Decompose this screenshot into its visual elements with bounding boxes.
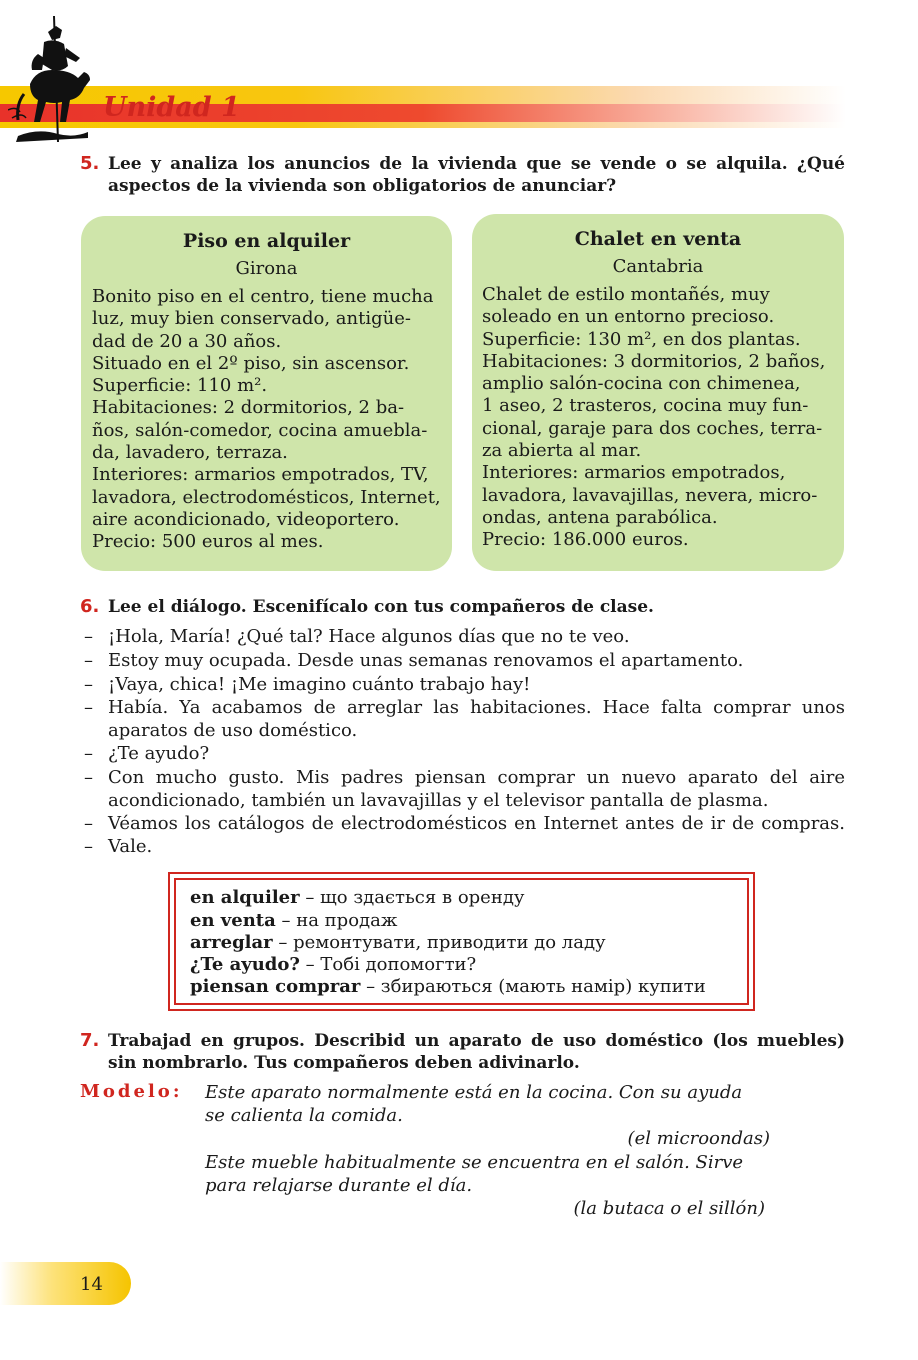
dialogue-line: Vale. <box>108 836 153 857</box>
exercise-7-number: 7. <box>80 1030 100 1051</box>
modelo-example-2-answer: (la butaca o el sillón) <box>573 1198 765 1219</box>
vocabulary-entry <box>190 887 525 909</box>
dialogue-line: Estoy muy ocupada. Desde unas semanas renovamos el apartamento. <box>108 650 744 671</box>
exercise-6-instruction: Lee el diálogo. Escenifícalo con tus compañeros de clase. <box>108 597 654 617</box>
exercise-5-number: 5. <box>80 153 100 174</box>
dialogue-line-continuation: acondicionado, también un lavavajillas y el televisor pantalla de plasma. <box>108 790 769 811</box>
ad-chalet-line: 1 aseo, 2 trasteros, cocina muy fun- <box>482 395 809 417</box>
modelo-example-2-line-1: Este mueble habitualmente se encuentra en el salón. Sirve <box>205 1152 744 1173</box>
modelo-example-2-line-2: para relajarse durante el día. <box>205 1175 473 1196</box>
exercise-7-line-1: Trabajad en grupos. Describid un aparato de uso doméstico (los muebles) <box>108 1031 845 1051</box>
ad-chalet-city: Cantabria <box>612 256 704 277</box>
ad-piso-line: dad de 20 a 30 años. <box>92 330 282 352</box>
ad-chalet-body <box>482 284 833 552</box>
ad-chalet-line: za abierta al mar. <box>482 440 642 462</box>
dialogue-dash: – <box>84 626 93 647</box>
ad-chalet-line: Chalet de estilo montañés, muy <box>482 284 770 305</box>
ad-chalet-line: Habitaciones: 3 dormitorios, 2 baños, <box>482 350 826 372</box>
ad-chalet-line: soleado en un entorno precioso. <box>482 306 775 328</box>
dialogue-line: ¡Vaya, chica! ¡Me imagino cuánto trabajo hay! <box>108 674 531 695</box>
dialogue-dash: – <box>84 743 93 764</box>
page-number: 14 <box>80 1274 103 1295</box>
vocabulary-translation: – Тобі допомогти? <box>299 954 477 975</box>
exercise-5-instruction <box>108 153 845 197</box>
ad-chalet-line: Superficie: 130 m², en dos plantas. <box>482 328 801 350</box>
vocabulary-term: en alquiler <box>190 887 300 908</box>
dialogue-dash: – <box>84 767 93 788</box>
vocabulary-translation: – ремонтувати, приводити до ладу <box>272 932 606 953</box>
ad-piso-line: luz, muy bien conservado, antigüe- <box>92 308 411 330</box>
ad-piso-line: aire acondicionado, videoportero. <box>92 508 400 530</box>
ad-chalet-line: amplio salón-cocina con chimenea, <box>482 373 801 395</box>
ad-piso-line: Interiores: armarios empotrados, TV, <box>92 464 429 486</box>
vocabulary-entry <box>190 910 397 932</box>
exercise-7-instruction <box>108 1030 845 1074</box>
ad-piso-line: Situado en el 2º piso, sin ascensor. <box>92 352 410 374</box>
exercise-5-line-1: Lee y analiza los anuncios de la vivienda que se vende o se alquila. ¿Qué <box>108 154 845 174</box>
ad-piso-line: Precio: 500 euros al mes. <box>92 531 324 553</box>
don-quijote-icon <box>8 14 100 146</box>
vocabulary-term: ¿Te ayudo? <box>190 954 300 975</box>
ad-piso-line: Bonito piso en el centro, tiene mucha <box>92 286 434 307</box>
ad-piso-title: Piso en alquiler <box>182 230 351 252</box>
dialogue-dash: – <box>84 650 93 671</box>
vocabulary-translation: – що здається в оренду <box>299 887 525 908</box>
vocabulary-term: piensan comprar <box>190 976 361 997</box>
exercise-5-line-2: aspectos de la vivienda son obligatorios de anunciar? <box>108 176 617 196</box>
modelo-label: Modelo: <box>80 1081 183 1102</box>
dialogue-dash: – <box>84 697 93 718</box>
ad-piso-line: da, lavadero, terraza. <box>92 442 288 464</box>
ad-piso-body <box>92 286 440 554</box>
vocabulary-term: arreglar <box>190 932 273 953</box>
ad-chalet-line: lavadora, lavavajillas, nevera, micro- <box>482 484 818 506</box>
exercise-7-line-2: sin nombrarlo. Tus compañeros deben adivinarlo. <box>108 1053 580 1073</box>
ad-chalet-line: cional, garaje para dos coches, terra- <box>482 417 823 439</box>
modelo-example-1-line-2: se calienta la comida. <box>205 1105 403 1126</box>
vocabulary-term: en venta <box>190 910 276 931</box>
vocabulary-translation: – збираються (мають намір) купити <box>360 976 706 997</box>
dialogue-dash: – <box>84 813 93 834</box>
ad-chalet-line: ondas, antena parabólica. <box>482 506 718 528</box>
ad-piso-city: Girona <box>235 258 298 279</box>
page-number-tab <box>0 1262 131 1305</box>
vocabulary-entry <box>190 954 476 976</box>
vocabulary-entry <box>190 932 606 954</box>
dialogue-line-continuation: aparatos de uso doméstico. <box>108 720 358 741</box>
dialogue-line: Véamos los catálogos de electrodomésticos en Internet antes de ir de compras. <box>108 813 845 834</box>
ad-piso-line: Habitaciones: 2 dormitorios, 2 ba- <box>92 397 405 419</box>
dialogue-dash: – <box>84 674 93 695</box>
ad-chalet-title: Chalet en venta <box>574 228 742 250</box>
ad-piso-line: lavadora, electrodomésticos, Internet, <box>92 486 441 508</box>
vocabulary-entry <box>190 976 706 998</box>
ad-chalet-line: Interiores: armarios empotrados, <box>482 462 786 484</box>
dialogue-dash: – <box>84 836 93 857</box>
dialogue-line: ¿Te ayudo? <box>108 743 210 764</box>
unit-title: Unidad 1 <box>103 92 240 123</box>
ad-piso-line: Superficie: 110 m². <box>92 375 268 397</box>
modelo-example-1-line-1: Este aparato normalmente está en la cocina. Con su ayuda <box>205 1082 743 1103</box>
ad-chalet-line: Precio: 186.000 euros. <box>482 529 689 551</box>
dialogue-line: Había. Ya acabamos de arreglar las habitaciones. Hace falta comprar unos <box>108 697 845 718</box>
dialogue-line: Con mucho gusto. Mis padres piensan comprar un nuevo aparato del aire <box>108 767 845 788</box>
vocabulary-translation: – на продаж <box>275 910 398 931</box>
ad-piso-line: ños, salón-comedor, cocina amuebla- <box>92 419 428 441</box>
modelo-example-1-answer: (el microondas) <box>627 1128 770 1149</box>
dialogue-line: ¡Hola, María! ¿Qué tal? Hace algunos días que no te veo. <box>108 626 630 647</box>
exercise-6-number: 6. <box>80 596 100 617</box>
